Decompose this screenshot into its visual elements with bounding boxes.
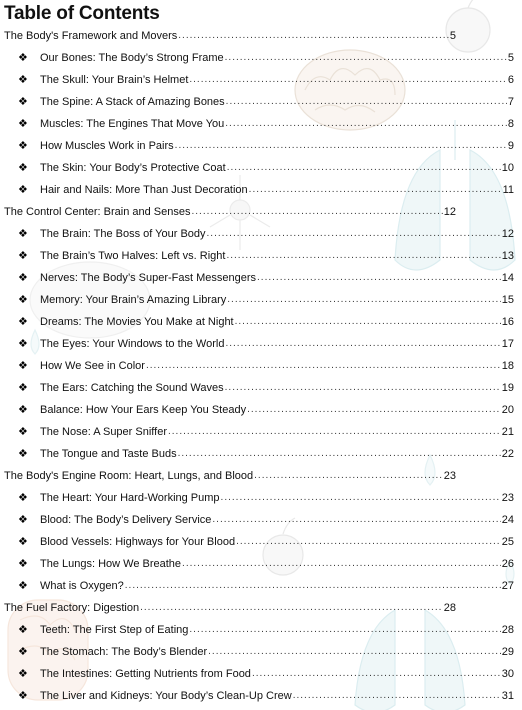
section-title: The Lungs: How We Breathe	[40, 558, 182, 570]
toc-section-entry[interactable]	[18, 424, 514, 440]
diamond-bullet-icon: ❖	[18, 690, 28, 702]
section-title: Balance: How Your Ears Keep You Steady	[40, 404, 247, 416]
dot-leader	[236, 534, 501, 550]
page-number: 23	[501, 492, 514, 504]
dot-leader	[178, 28, 449, 44]
section-title: Our Bones: The Body’s Strong Frame	[40, 52, 224, 64]
section-title: The Heart: Your Hard-Working Pump	[40, 492, 220, 504]
page-number: 25	[501, 536, 514, 548]
page-number: 20	[501, 404, 514, 416]
chapter-title: The Body's Framework and Movers	[4, 30, 178, 42]
page-number: 12	[443, 206, 456, 218]
diamond-bullet-icon: ❖	[18, 118, 28, 130]
page-number: 10	[501, 162, 514, 174]
toc-section-entry[interactable]	[18, 512, 514, 528]
diamond-bullet-icon: ❖	[18, 536, 28, 548]
toc-chapter-entry[interactable]	[4, 28, 456, 44]
dot-leader	[146, 358, 501, 374]
diamond-bullet-icon: ❖	[18, 96, 28, 108]
page-number: 24	[501, 514, 514, 526]
diamond-bullet-icon: ❖	[18, 272, 28, 284]
page-number: 28	[443, 602, 456, 614]
dot-leader	[192, 204, 443, 220]
section-title: Muscles: The Engines That Move You	[40, 118, 225, 130]
diamond-bullet-icon: ❖	[18, 294, 28, 306]
toc-section-entry[interactable]	[18, 182, 514, 198]
page-number: 29	[501, 646, 514, 658]
section-title: Hair and Nails: More Than Just Decoration	[40, 184, 248, 196]
page-number: 22	[501, 448, 514, 460]
chapter-title: The Fuel Factory: Digestion	[4, 602, 140, 614]
dot-leader	[189, 622, 500, 638]
toc-section-entry[interactable]	[18, 116, 514, 132]
page-number: 15	[501, 294, 514, 306]
toc-section-entry[interactable]	[18, 490, 514, 506]
page-number: 21	[501, 426, 514, 438]
diamond-bullet-icon: ❖	[18, 624, 28, 636]
toc-section-entry[interactable]	[18, 644, 514, 660]
section-title: The Stomach: The Body’s Blender	[40, 646, 208, 658]
section-title: The Tongue and Taste Buds	[40, 448, 177, 460]
toc-section-entry[interactable]	[18, 402, 514, 418]
dot-leader	[226, 94, 507, 110]
toc-section-entry[interactable]	[18, 160, 514, 176]
diamond-bullet-icon: ❖	[18, 360, 28, 372]
section-title: The Ears: Catching the Sound Waves	[40, 382, 224, 394]
diamond-bullet-icon: ❖	[18, 558, 28, 570]
section-title: How Muscles Work in Pairs	[40, 140, 174, 152]
page-number: 9	[507, 140, 514, 152]
toc-section-entry[interactable]	[18, 336, 514, 352]
page-number: 11	[502, 184, 514, 196]
page-number: 8	[507, 118, 514, 130]
diamond-bullet-icon: ❖	[18, 426, 28, 438]
section-title: Teeth: The First Step of Eating	[40, 624, 189, 636]
page-number: 13	[501, 250, 514, 262]
diamond-bullet-icon: ❖	[18, 492, 28, 504]
section-title: How We See in Color	[40, 360, 145, 372]
section-title: The Liver and Kidneys: Your Body’s Clean-Up Crew	[40, 690, 292, 702]
dot-leader	[208, 644, 501, 660]
section-title: Blood Vessels: Highways for Your Blood	[40, 536, 236, 548]
toc-section-entry[interactable]	[18, 72, 514, 88]
diamond-bullet-icon: ❖	[18, 580, 28, 592]
section-title: The Skin: Your Body’s Protective Coat	[40, 162, 226, 174]
diamond-bullet-icon: ❖	[18, 338, 28, 350]
dot-leader	[225, 50, 507, 66]
toc-chapter-entry[interactable]	[4, 468, 456, 484]
diamond-bullet-icon: ❖	[18, 140, 28, 152]
section-title: Memory: Your Brain’s Amazing Library	[40, 294, 227, 306]
toc-section-entry[interactable]	[18, 138, 514, 154]
diamond-bullet-icon: ❖	[18, 52, 28, 64]
section-title: What is Oxygen?	[40, 580, 124, 592]
section-title: Nerves: The Body’s Super-Fast Messengers	[40, 272, 257, 284]
toc-section-entry[interactable]	[18, 292, 514, 308]
dot-leader	[221, 490, 501, 506]
page-number: 26	[501, 558, 514, 570]
toc-section-entry[interactable]	[18, 446, 514, 462]
dot-leader	[178, 446, 501, 462]
toc-section-entry[interactable]	[18, 622, 514, 638]
dot-leader	[182, 556, 501, 572]
diamond-bullet-icon: ❖	[18, 74, 28, 86]
dot-leader	[175, 138, 507, 154]
diamond-bullet-icon: ❖	[18, 668, 28, 680]
page-title: Table of Contents	[4, 3, 160, 24]
diamond-bullet-icon: ❖	[18, 316, 28, 328]
dot-leader	[125, 578, 501, 594]
section-title: The Skull: Your Brain’s Helmet	[40, 74, 189, 86]
page-number: 23	[443, 470, 456, 482]
page-number: 31	[501, 690, 514, 702]
diamond-bullet-icon: ❖	[18, 382, 28, 394]
diamond-bullet-icon: ❖	[18, 162, 28, 174]
toc-section-entry[interactable]	[18, 50, 514, 66]
page-number: 19	[501, 382, 514, 394]
dot-leader	[247, 402, 501, 418]
dot-leader	[226, 248, 500, 264]
page-number: 30	[501, 668, 514, 680]
toc-section-entry[interactable]	[18, 666, 514, 682]
diamond-bullet-icon: ❖	[18, 514, 28, 526]
page-number: 16	[501, 316, 514, 328]
dot-leader	[254, 468, 443, 484]
dot-leader	[249, 182, 502, 198]
page-number: 14	[501, 272, 514, 284]
diamond-bullet-icon: ❖	[18, 404, 28, 416]
section-title: The Eyes: Your Windows to the World	[40, 338, 225, 350]
dot-leader	[225, 116, 507, 132]
dot-leader	[225, 336, 500, 352]
section-title: Blood: The Body’s Delivery Service	[40, 514, 212, 526]
dot-leader	[207, 226, 501, 242]
page-number: 5	[507, 52, 514, 64]
toc-section-entry[interactable]	[18, 270, 514, 286]
dot-leader	[252, 666, 501, 682]
page-number: 7	[507, 96, 514, 108]
chapter-title: The Control Center: Brain and Senses	[4, 206, 191, 218]
page-number: 28	[501, 624, 514, 636]
section-title: The Brain’s Two Halves: Left vs. Right	[40, 250, 226, 262]
page-number: 5	[449, 30, 456, 42]
toc-section-entry[interactable]	[18, 556, 514, 572]
page-number: 17	[501, 338, 514, 350]
toc-section-entry[interactable]	[18, 248, 514, 264]
toc-section-entry[interactable]	[18, 314, 514, 330]
dot-leader	[212, 512, 500, 528]
page-number: 27	[501, 580, 514, 592]
diamond-bullet-icon: ❖	[18, 184, 28, 196]
chapter-title: The Body's Engine Room: Heart, Lungs, and Blood	[4, 470, 254, 482]
dot-leader	[225, 380, 501, 396]
diamond-bullet-icon: ❖	[18, 646, 28, 658]
diamond-bullet-icon: ❖	[18, 250, 28, 262]
toc-chapter-entry[interactable]	[4, 600, 456, 616]
diamond-bullet-icon: ❖	[18, 228, 28, 240]
dot-leader	[257, 270, 501, 286]
dot-leader	[189, 72, 507, 88]
toc-section-entry[interactable]	[18, 358, 514, 374]
toc-section-entry[interactable]	[18, 94, 514, 110]
diamond-bullet-icon: ❖	[18, 448, 28, 460]
page-number: 6	[507, 74, 514, 86]
section-title: The Brain: The Boss of Your Body	[40, 228, 206, 240]
dot-leader	[227, 292, 500, 308]
dot-leader	[235, 314, 501, 330]
section-title: The Nose: A Super Sniffer	[40, 426, 167, 438]
toc-section-entry[interactable]	[18, 578, 514, 594]
toc-section-entry[interactable]	[18, 534, 514, 550]
dot-leader	[293, 688, 501, 704]
dot-leader	[227, 160, 501, 176]
page-number: 18	[501, 360, 514, 372]
dot-leader	[168, 424, 501, 440]
toc-section-entry[interactable]	[18, 226, 514, 242]
section-title: The Spine: A Stack of Amazing Bones	[40, 96, 225, 108]
toc-chapter-entry[interactable]	[4, 204, 456, 220]
section-title: The Intestines: Getting Nutrients from Food	[40, 668, 251, 680]
page-number: 12	[501, 228, 514, 240]
toc-section-entry[interactable]	[18, 688, 514, 704]
toc-section-entry[interactable]	[18, 380, 514, 396]
section-title: Dreams: The Movies You Make at Night	[40, 316, 234, 328]
apple-watermark	[446, 0, 490, 52]
dot-leader	[140, 600, 443, 616]
